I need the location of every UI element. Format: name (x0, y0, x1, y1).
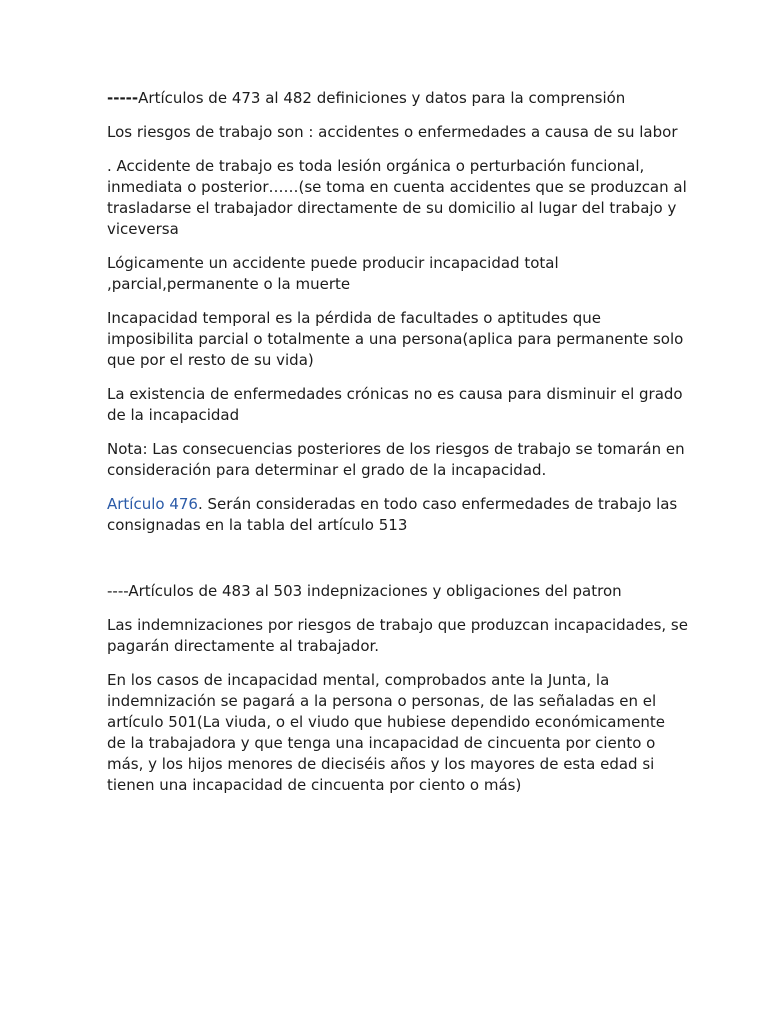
paragraph-incapacidad-mental: En los casos de incapacidad mental, comprobados ante la Junta, la indemnización se pagará a la persona o personas, de las señaladas en el artículo 501(La viuda, o el viudo que hubiese dependido económicamente de la trabajadora y que tenga una incapacidad de cincuenta por ciento o más, y los hijos menores de dieciséis años y los mayores de esta edad si tienen una incapacidad de cincuenta por ciento o más) (107, 671, 665, 794)
section1-heading-text: Artículos de 473 al 482 definiciones y datos para la comprensión (138, 89, 626, 107)
articulo-476-link[interactable]: Artículo 476 (107, 495, 198, 513)
paragraph-enfermedades-cronicas: La existencia de enfermedades crónicas no es causa para disminuir el grado de la incapacidad (107, 385, 683, 424)
section2-heading: ----Artículos de 483 al 503 indepnizaciones y obligaciones del patron (107, 582, 622, 600)
paragraph-nota: Nota: Las consecuencias posteriores de los riesgos de trabajo se tomarán en consideración para determinar el grado de la incapacidad. (107, 440, 685, 479)
section1-heading-dashes: ----- (107, 89, 139, 107)
paragraph-articulo-476 (107, 494, 688, 536)
section1-heading (107, 88, 688, 109)
paragraph-indemnizaciones: Las indemnizaciones por riesgos de trabajo que produzcan incapacidades, se pagarán directamente al trabajador. (107, 616, 688, 655)
paragraph-incapacidad-temporal: Incapacidad temporal es la pérdida de facultades o aptitudes que imposibilita parcial o totalmente a una persona(aplica para permanente solo que por el resto de su vida) (107, 309, 684, 369)
paragraph-accidente: . Accidente de trabajo es toda lesión orgánica o perturbación funcional, inmediata o posterior……(se toma en cuenta accidentes que se produzcan al trasladarse el trabajador directamente de su domicilio al lugar del trabajo y viceversa (107, 157, 687, 238)
paragraph-riesgos: Los riesgos de trabajo son : accidentes o enfermedades a causa de su labor (107, 123, 678, 141)
articulo-476-text: . Serán consideradas en todo caso enfermedades de trabajo las consignadas en la tabla del artículo 513 (107, 495, 678, 534)
paragraph-logicamente: Lógicamente un accidente puede producir incapacidad total ,parcial,permanente o la muerte (107, 254, 559, 293)
